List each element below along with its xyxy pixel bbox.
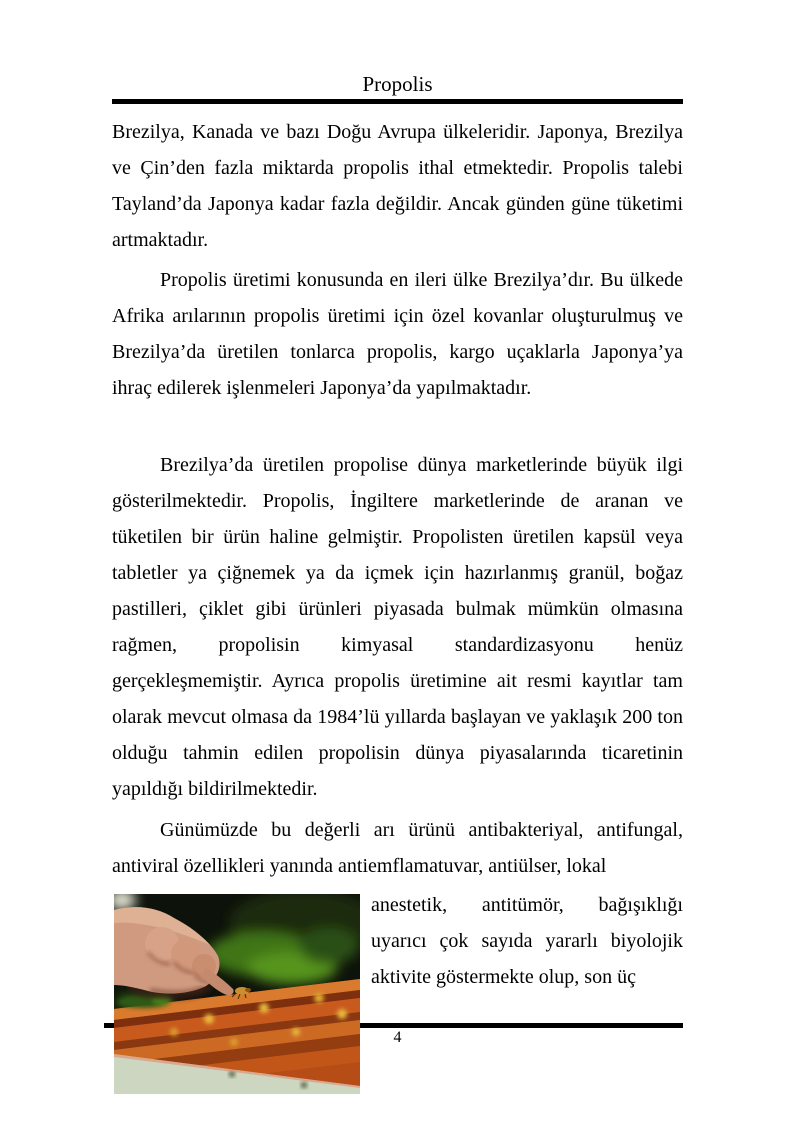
paragraph: Günümüzde bu değerli arı ürünü antibakteriyal, antifungal, antiviral özellikleri yanında antiemflamatuvar, antiülser, lokal bbox=[112, 819, 683, 877]
paragraph: Brezilya, Kanada ve bazı Doğu Avrupa ülkeleridir. Japonya, Brezilya ve Çin’den fazla miktarda propolis ithal etmektedir. Propolis talebi Tayland’da Japonya kadar fazla değildir. Ancak günden güne tüketimi artmaktadır. bbox=[112, 121, 683, 251]
paragraph: Brezilya’da üretilen propolise dünya marketlerinde büyük ilgi gösterilmektedir. Propolis, İngiltere marketlerinde de aranan ve tüketilen bir ürün haline gelmiştir. Propolisten üretilen kapsül veya tabletler ya çiğnemek ya da içmek için hazırlanmış granül, boğaz pastilleri, çiklet gibi ürünleri piyasada bulmak mümkün olmasına rağmen, propolisin kimyasal standardizasyonu henüz gerçekleşmemiştir. Ayrıca propolis üretimine ait resmi kayıtlar tam olarak mevcut olmasa da 1984’lü yıllarda başlayan ve yaklaşık 200 ton olduğu tahmin edilen propolisin dünya piyasalarında ticaretinin yapıldığı bildirilmektedir. bbox=[112, 454, 683, 800]
beehive-photo bbox=[114, 894, 360, 1094]
page-number: 4 bbox=[393, 1029, 402, 1046]
paragraph-continuation: anestetik, antitümör, bağışıklığı uyarıcı çok sayıda yararlı biyolojik aktivite göstermekte olup, son üç bbox=[371, 894, 683, 988]
paragraph: Propolis üretimi konusunda en ileri ülke Brezilya’dır. Bu ülkede Afrika arılarının propolis üretimi için özel kovanlar oluşturulmuş ve Brezilya’da üretilen tonlarca propolis, kargo uçaklarla Japonya’ya ihraç edilerek işlenmeleri Japonya’da yapılmaktadır. bbox=[112, 269, 683, 399]
page-header-title: Propolis bbox=[362, 72, 433, 96]
header-rule bbox=[112, 99, 683, 104]
